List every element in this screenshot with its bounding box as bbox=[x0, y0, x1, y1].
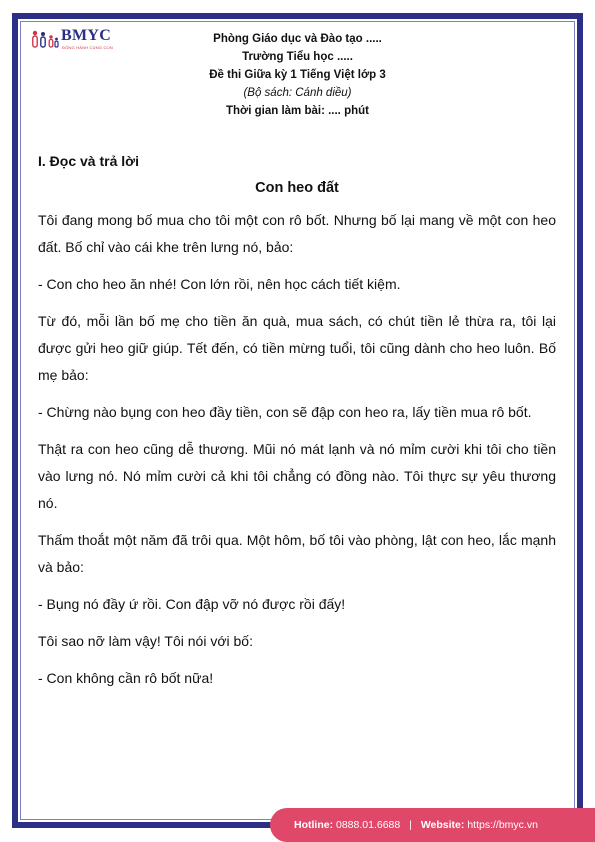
logo-tagline: ĐỒNG HÀNH CÙNG CON bbox=[62, 45, 113, 50]
hotline-label: Hotline: bbox=[294, 819, 334, 831]
story-paragraph: - Con cho heo ăn nhé! Con lớn rồi, nên học cách tiết kiệm. bbox=[38, 276, 401, 292]
story-paragraph: Từ đó, mỗi lần bố mẹ cho tiền ăn quà, mua sách, có chút tiền lẻ thừa ra, tôi lại được gửi heo giữ giúp. Tết đến, có tiền mừng tuổi, tôi cũng dành cho heo luôn. Bố mẹ bảo: bbox=[38, 313, 556, 383]
story-paragraph: - Bụng nó đầy ứ rồi. Con đập vỡ nó được rồi đấy! bbox=[38, 596, 346, 612]
header-time-limit: Thời gian làm bài: .... phút bbox=[226, 105, 369, 117]
story-paragraph: Thật ra con heo cũng dễ thương. Mũi nó mát lạnh và nó mỉm cười khi tôi cho tiền vào lưng nó. Nó mỉm cười cả khi tôi chẳng có đồng nào. Tôi thực sự yêu thương nó. bbox=[38, 441, 556, 511]
header-department: Phòng Giáo dục và Đào tạo ..... bbox=[213, 33, 382, 45]
story-paragraph: Tôi sao nỡ làm vậy! Tôi nói với bố: bbox=[38, 633, 253, 649]
website-link[interactable]: https://bmyc.vn bbox=[467, 819, 538, 831]
story-paragraph: Thấm thoắt một năm đã trôi qua. Một hôm, bố tôi vào phòng, lật con heo, lắc mạnh và bảo: bbox=[38, 532, 556, 575]
logo-text: BMYC bbox=[61, 27, 112, 44]
family-figures-icon bbox=[31, 29, 59, 49]
header-exam-title: Đề thi Giữa kỳ 1 Tiếng Việt lớp 3 bbox=[209, 69, 386, 81]
exam-content bbox=[38, 153, 556, 702]
website-label: Website: bbox=[420, 819, 465, 831]
hotline-value[interactable]: 0888.01.6688 bbox=[336, 819, 401, 831]
story-paragraph: - Chừng nào bụng con heo đầy tiền, con sẽ đập con heo ra, lấy tiền mua rô bốt. bbox=[38, 404, 532, 420]
contact-footer bbox=[270, 808, 595, 842]
footer-separator: | bbox=[409, 819, 412, 831]
story-paragraph: - Con không cần rô bốt nữa! bbox=[38, 670, 214, 686]
story-title: Con heo đất bbox=[255, 180, 339, 196]
brand-logo bbox=[31, 27, 141, 53]
exam-header bbox=[150, 30, 445, 120]
section-heading: I. Đọc và trả lời bbox=[38, 153, 139, 169]
story-paragraph: Tôi đang mong bố mua cho tôi một con rô bốt. Nhưng bố lại mang về một con heo đất. Bố chỉ vào cái khe trên lưng nó, bảo: bbox=[38, 212, 556, 255]
header-book-series: (Bộ sách: Cánh diều) bbox=[243, 87, 352, 99]
header-school: Trường Tiểu học ..... bbox=[242, 51, 353, 63]
